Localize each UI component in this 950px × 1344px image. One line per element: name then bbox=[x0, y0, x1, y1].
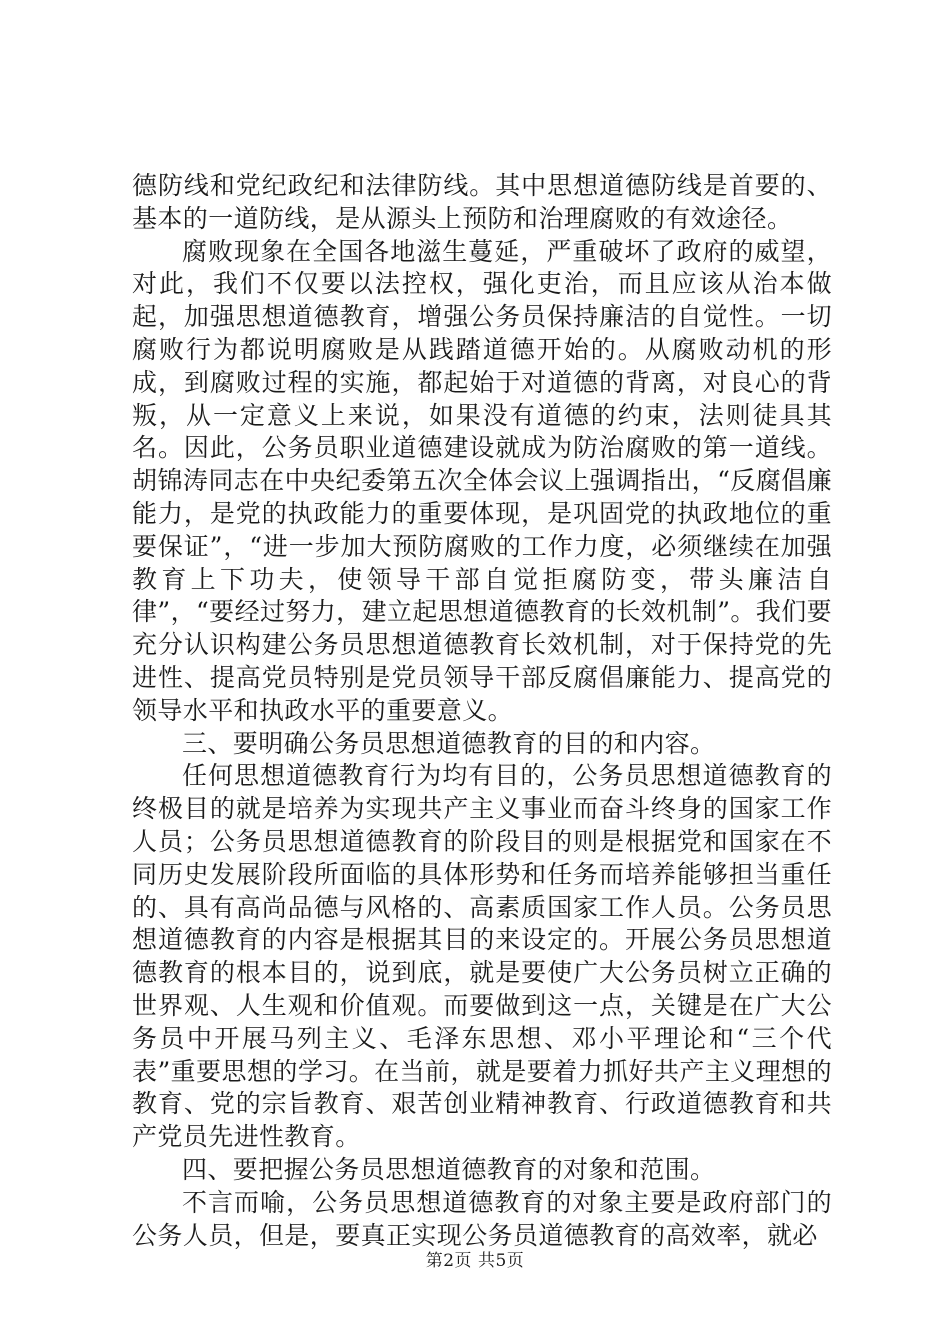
paragraph-2: 腐败现象在全国各地滋生蔓延，严重破坏了政府的威望，对此，我们不仅要以法控权，强化吏治，而且应该从治本做起，加强思想道德教育，增强公务员保持廉洁的自觉性。一切腐败行为都说明腐败是从践踏道德开始的。从腐败动机的形成，到腐败过程的实施，都起始于对道德的背离，对良心的背叛，从一定意义上来说，如果没有道德的约束，法则徒具其名。因此，公务员职业道德建设就成为防治腐败的第一道线。胡锦涛同志在中央纪委第五次全体会议上强调指出，“反腐倡廉能力，是党的执政能力的重要体现，是巩固党的执政地位的重要保证”，“进一步加大预防腐败的工作力度，必须继续在加强教育上下功夫，使领导干部自觉拒腐防变，带头廉洁自律”，“要经过努力，建立起思想道德教育的长效机制”。我们要充分认识构建公务员思想道德教育长效机制，对于保持党的先进性、提高党员特别是党员领导干部反腐倡廉能力、提高党的领导水平和执政水平的重要意义。 bbox=[132, 236, 832, 725]
section-heading-3: 三、要明确公务员思想道德教育的目的和内容。 bbox=[182, 728, 716, 758]
document-body bbox=[132, 170, 832, 1252]
paragraph-6: 不言而喻，公务员思想道德教育的对象主要是政府部门的公务人员，但是，要真正实现公务员道德教育的高效率，就必 bbox=[132, 1187, 832, 1250]
paragraph-4: 任何思想道德教育行为均有目的，公务员思想道德教育的终极目的就是培养为实现共产主义事业而奋斗终身的国家工作人员；公务员思想道德教育的阶段目的则是根据党和国家在不同历史发展阶段所面临的具体形势和任务而培养能够担当重任的、具有高尚品德与风格的、高素质国家工作人员。公务员思想道德教育的内容是根据其目的来设定的。开展公务员思想道德教育的根本目的，说到底，就是要使广大公务员树立正确的世界观、人生观和价值观。而要做到这一点，关键是在广大公务员中开展马列主义、毛泽东思想、邓小平理论和“三个代表”重要思想的学习。在当前，就是要着力抓好共产主义理想的教育、党的宗旨教育、艰苦创业精神教育、行政道德教育和共产党员先进性教育。 bbox=[132, 761, 832, 1152]
section-heading-4: 四、要把握公务员思想道德教育的对象和范围。 bbox=[182, 1154, 716, 1184]
paragraph-1: 德防线和党纪政纪和法律防线。其中思想道德防线是首要的、基本的一道防线，是从源头上预防和治理腐败的有效途径。 bbox=[132, 171, 832, 233]
page-footer: 第2页 共5页 bbox=[425, 1251, 525, 1271]
